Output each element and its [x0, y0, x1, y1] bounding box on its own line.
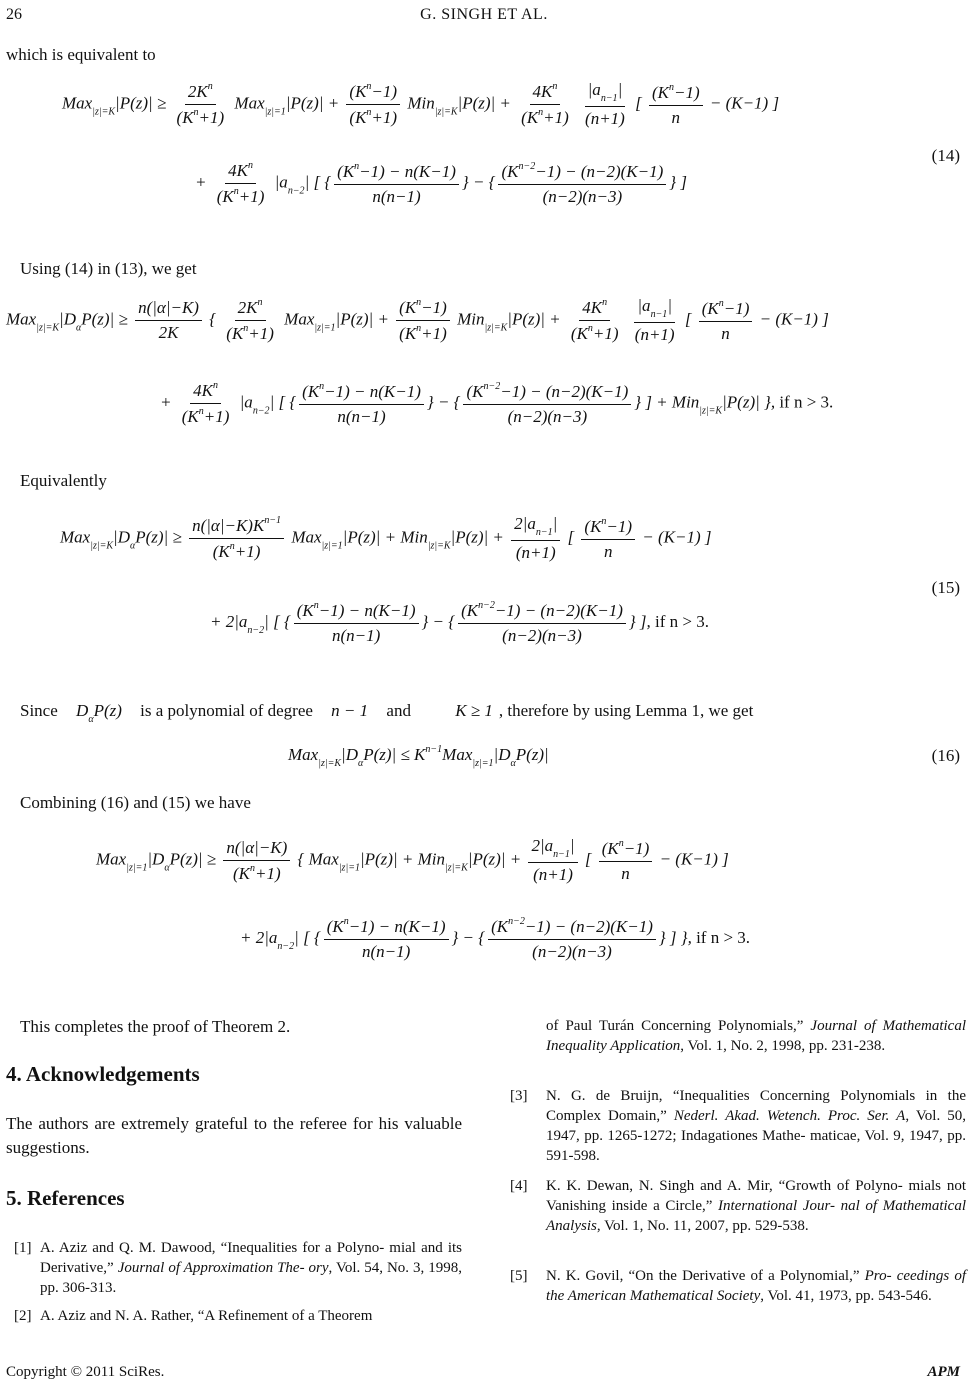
equation-14-line-2: + $\frac{4K^n}{(K^n+1)}$ $|a_{n-2}|$ [ { $\frac{(K^n-1) - n(K-1)}{n(n-1)}$ } − { $\frac{(K^{n-2}-1) - (n-2)(K-1)}{(n-2)(n-3)}$ } ]	[195, 160, 687, 206]
copyright: Copyright © 2011 SciRes.	[6, 1364, 165, 1380]
reference-2-number: [2]	[14, 1308, 32, 1324]
equation-14-number: (14)	[931, 146, 960, 165]
reference-4-text: K. K. Dewan, N. Singh and A. Mir, “Growth of Polyno- mials not Vanishing inside a Circle,”	[546, 1178, 966, 1214]
reference-3-number: [3]	[510, 1088, 528, 1104]
since-sentence	[20, 700, 960, 731]
reference-1-details: , Vol. 54, No. 3, 1998, pp. 306-313.	[40, 1260, 462, 1296]
reference-1-text: A. Aziz and Q. M. Dawood, “Inequalities for a Polyno- mial and its Derivative,”	[40, 1240, 462, 1276]
condition-15: if n > 3.	[655, 611, 710, 631]
final-equation-line-2: + $2|a_{n-2}|$ [ { $\frac{(K^n-1) - n(K-1)}{n(n-1)}$ } − { $\frac{(K^{n-2}-1) - (n-2)(K-1)}{(n-2)(n-3)}$ } ] }, if n > 3.	[240, 916, 751, 961]
since-math-3: K ≥ 1	[455, 701, 493, 720]
references-heading: 5. References	[6, 1186, 125, 1210]
condition-final: if n > 3.	[696, 927, 751, 947]
reference-2-details: , Vol. 1, No. 2, 1998, pp. 231-238.	[680, 1038, 886, 1054]
reference-4	[510, 1176, 966, 1256]
equation-13-line-1: $Max_{|z|=K}|D_\alpha P(z)|$ ≥ $\frac{n(|\alpha|-K)}{2K}$ { $\frac{2K^n}{(K^n+1)}$ Max$_{|z|=1}$|P(z)| + $\frac{(K^n-1)}{(K^n+1)}$ Min$_{|z|=K}$|P(z)| + $\frac{4K^n}{(K^n+1)}$ $\frac{|a_{n-1}|}{(n+1)}$ [ $\frac{(K^n-1)}{n}$ − (K−1) ]	[6, 296, 829, 344]
reference-2-journal: Journal of Mathematical Inequality Application	[546, 1018, 966, 1054]
equation-15-line-2: + $2|a_{n-2}|$ [ { $\frac{(K^n-1) - n(K-1)}{n(n-1)}$ } − { $\frac{(K^{n-2}-1) - (n-2)(K-1)}{(n-2)(n-3)}$ } ], if n > 3.	[210, 600, 710, 645]
reference-5	[510, 1266, 966, 1326]
equivalently-text: Equivalently	[20, 471, 107, 490]
equation-14-line-1: Max$_{|z|=K}$|P(z)| ≥ $\frac{2K^n}{(K^n+1)}$ Max$_{|z|=1}$|P(z)| + $\frac{(K^n-1)}{(K^n+1)}$ Min$_{|z|=K}$|P(z)| + $\frac{4K^n}{(K^n+1)}$ $\frac{|a_{n-1}|}{(n+1)}$ [ $\frac{(K^n-1)}{n}$ − (K−1) ]	[62, 80, 780, 128]
reference-2-start: [2] A. Aziz and N. A. Rather, “A Refinement of a Theorem	[14, 1308, 373, 1324]
reference-1-number: [1]	[14, 1240, 32, 1256]
reference-1-journal: Journal of Approximation The- ory	[117, 1260, 329, 1276]
reference-3-journal: Nederl. Akad. Wetench. Proc. Ser. A	[673, 1108, 906, 1124]
condition-13: if n > 3.	[779, 392, 834, 412]
journal-abbreviation: APM	[927, 1364, 960, 1380]
reference-5-number: [5]	[510, 1268, 528, 1284]
reference-4-journal: International Jour- nal of Mathematical Analysis	[546, 1198, 967, 1234]
acknowledgements-text: The authors are extremely grateful to the referee for his valuable suggestions.	[6, 1114, 462, 1157]
acknowledgements-heading: 4. Acknowledgements	[6, 1062, 200, 1086]
page-footer	[0, 1364, 968, 1384]
reference-4-number: [4]	[510, 1178, 528, 1194]
reference-3-details: , Vol. 50, 1947, pp. 1265-1272; Indagationes Mathe- maticae, Vol. 9, 1947, pp. 591-598.	[546, 1108, 967, 1164]
proof-complete-text: This completes the proof of Theorem 2.	[20, 1017, 291, 1036]
since-text-1: Since	[20, 701, 58, 720]
intro-text: which is equivalent to	[6, 45, 156, 64]
final-equation-line-1: $Max_{|z|=1}|D_\alpha P(z)|$ ≥ $\frac{n(|\alpha|-K)}{(K^n+1)}$ { Max$_{|z|=1}$|P(z)| + Min$_{|z|=K}$|P(z)| + $\frac{2|a_{n-1}|}{(n+1)}$ [ $\frac{(K^n-1)}{n}$ − (K−1) ]	[96, 836, 729, 884]
combining-text: Combining (16) and (15) we have	[20, 793, 251, 812]
reference-3	[510, 1086, 966, 1166]
reference-3-text: N. G. de Bruijn, “Inequalities Concerning Polynomials in the Complex Domain,”	[546, 1088, 966, 1124]
equation-15-number: (15)	[931, 578, 960, 597]
reference-4-details: , Vol. 1, No. 11, 2007, pp. 529-538.	[596, 1218, 809, 1234]
since-math-2: n − 1	[331, 701, 369, 720]
since-text-2: is a polynomial of degree	[140, 701, 313, 720]
equation-13-line-2: + $\frac{4K^n}{(K^n+1)}$ $|a_{n-2}|$ [ { $\frac{(K^n-1) - n(K-1)}{n(n-1)}$ } − { $\frac{(K^{n-2}-1) - (n-2)(K-1)}{(n-2)(n-3)}$ } ] + Min$_{|z|=K}$|P(z)| }, if n > 3.	[160, 380, 834, 426]
page-number: 26	[6, 6, 22, 23]
since-math-1: $D_\alpha P(z)$	[76, 701, 122, 725]
since-text-3: and	[386, 701, 411, 720]
reference-5-details: , Vol. 41, 1973, pp. 543-546.	[760, 1288, 932, 1304]
page-header	[0, 6, 968, 30]
running-head: G. SINGH ET AL.	[420, 6, 548, 23]
equation-16: $Max_{|z|=K}|D_\alpha P(z)| \le K^{n-1}Max_{|z|=1}|D_\alpha P(z)|$	[288, 744, 549, 769]
equation-16-number: (16)	[931, 746, 960, 765]
using-text: Using (14) in (13), we get	[20, 259, 197, 278]
reference-5-text: N. K. Govil, “On the Derivative of a Polynomial,”	[546, 1268, 865, 1284]
reference-2: of Paul Turán Concerning Polynomials,” Journal of Mathematical Inequality Application, Vol. 1, No. 2, 1998, pp. 231-238.	[546, 1018, 966, 1054]
equation-15-line-1: $Max_{|z|=K}|D_\alpha P(z)|$ ≥ $\frac{n(|\alpha|-K)K^{n-1}}{(K^n+1)}$ Max$_{|z|=1}$|P(z)| + Min$_{|z|=K}$|P(z)| + $\frac{2|a_{n-1}|}{(n+1)}$ [ $\frac{(K^n-1)}{n}$ − (K−1) ]	[60, 514, 712, 562]
reference-1	[14, 1238, 462, 1298]
since-text-4: , therefore by using Lemma 1, we get	[498, 701, 754, 720]
reference-5-journal: Pro- ceedings of the American Mathematical Society	[546, 1268, 966, 1304]
